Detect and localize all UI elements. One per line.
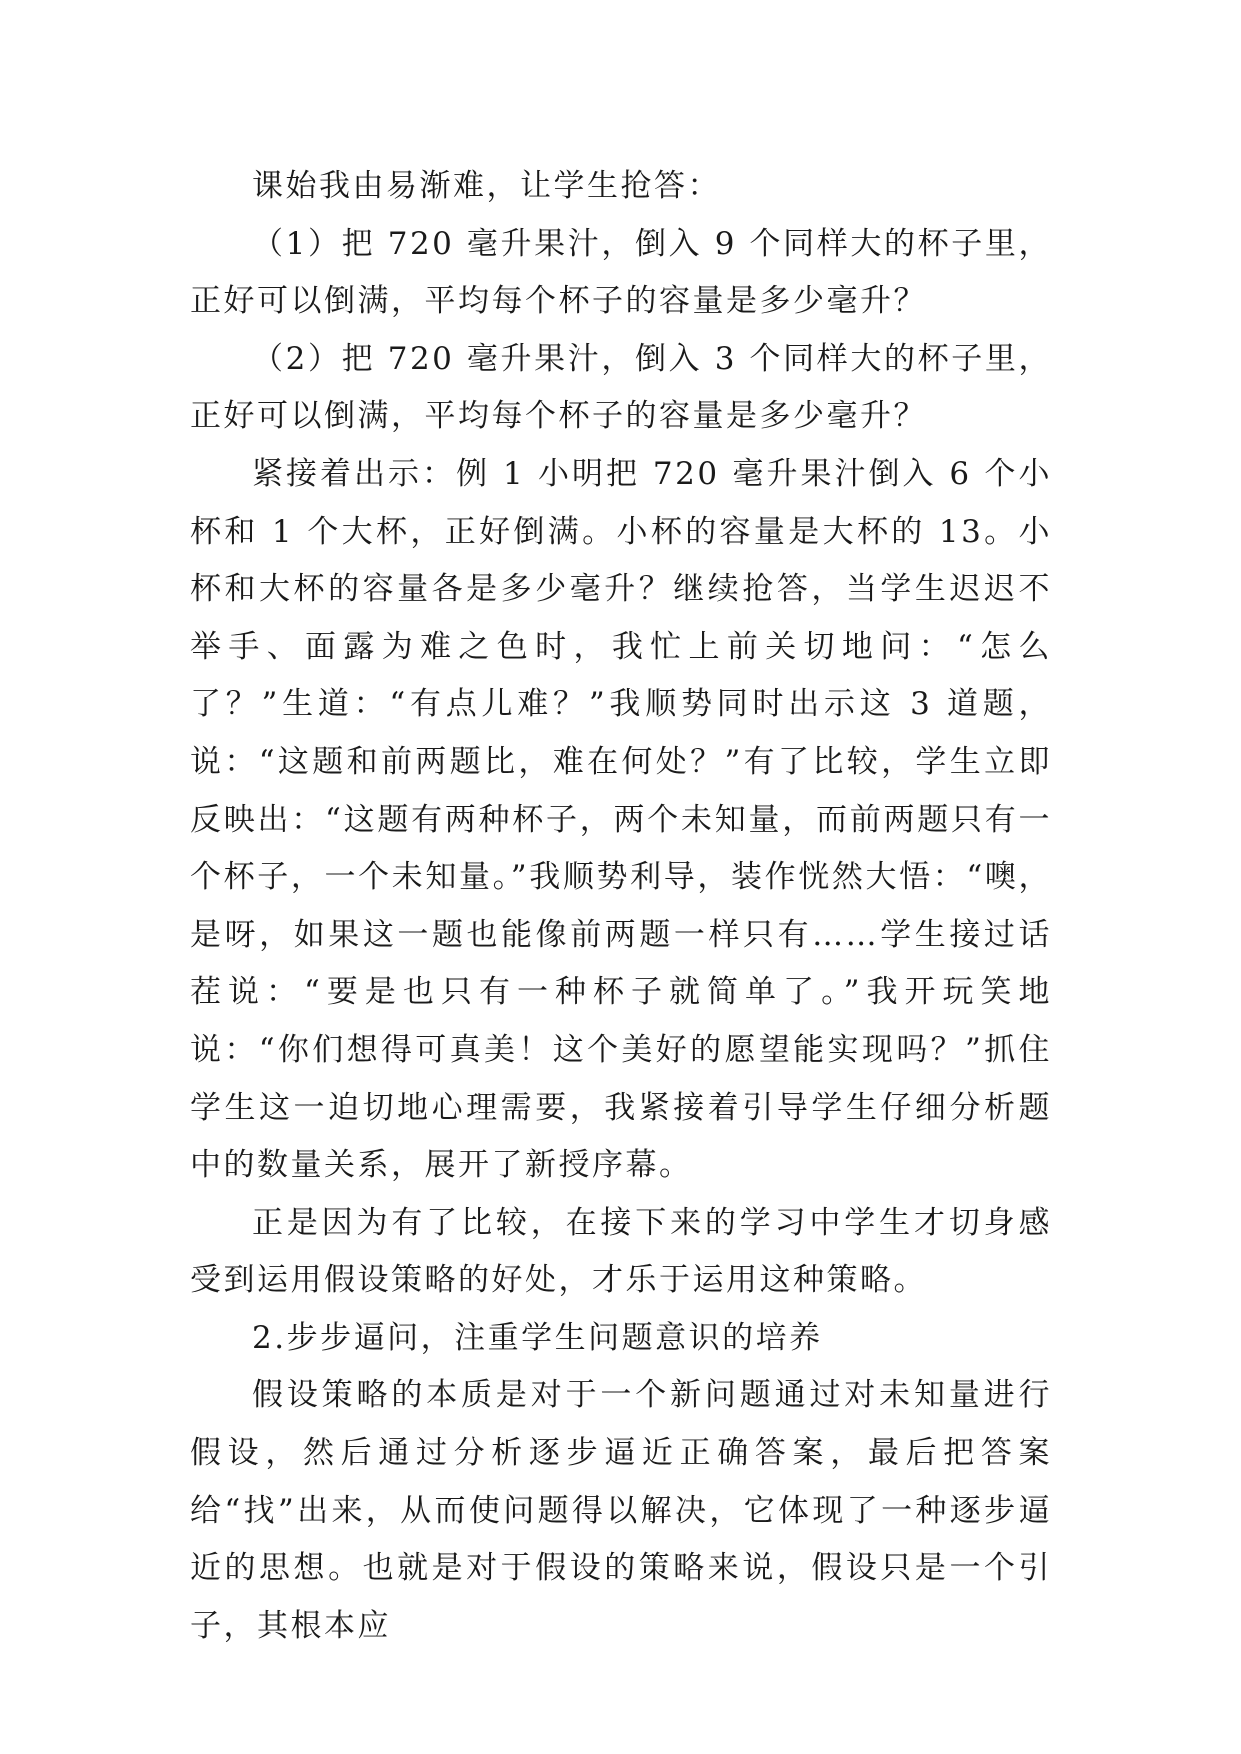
paragraph-example-1: 紧接着出示：例 1 小明把 720 毫升果汁倒入 6 个小杯和 1 个大杯，正好倒满。小杯的容量是大杯的 13。小杯和大杯的容量各是多少毫升？继续抢答，当学生迟迟不举手、面露为难之色时，我忙上前关切地问：“怎么了？”生道：“有点儿难？”我顺势同时出示这 3 道题，说：“这题和前两题比，难在何处？”有了比较，学生立即反映出：“这题有两种杯子，两个未知量，而前两题只有一个杯子，一个未知量。”我顺势利导，装作恍然大悟：“噢，是呀，如果这一题也能像前两题一样只有……学生接过话茬说：“要是也只有一种杯子就简单了。”我开玩笑地说：“你们想得可真美！这个美好的愿望能实现吗？”抓住学生这一迫切地心理需要，我紧接着引导学生仔细分析题中的数量关系，展开了新授序幕。: [190, 455, 1052, 1184]
section-heading: 2.步步逼问，注重学生问题意识的培养: [252, 1319, 823, 1356]
paragraph-strategy: 假设策略的本质是对于一个新问题通过对未知量进行假设，然后通过分析逐步逼近正确答案，最后把答案给“找”出来，从而使问题得以解决，它体现了一种逐步逼近的思想。也就是对于假设的策略来说，假设只是一个引子，其根本应: [190, 1377, 1052, 1644]
document-body: [190, 158, 1052, 1655]
paragraph-comparison: 正是因为有了比较，在接下来的学习中学生才切身感受到运用假设策略的好处，才乐于运用这种策略。: [190, 1204, 1052, 1299]
paragraph-question-2: （2）把 720 毫升果汁，倒入 3 个同样大的杯子里，正好可以倒满，平均每个杯子的容量是多少毫升？: [190, 340, 1052, 435]
paragraph-question-1: （1）把 720 毫升果汁，倒入 9 个同样大的杯子里，正好可以倒满，平均每个杯子的容量是多少毫升？: [190, 225, 1052, 320]
paragraph-intro: 课始我由易渐难，让学生抢答：: [252, 168, 721, 204]
